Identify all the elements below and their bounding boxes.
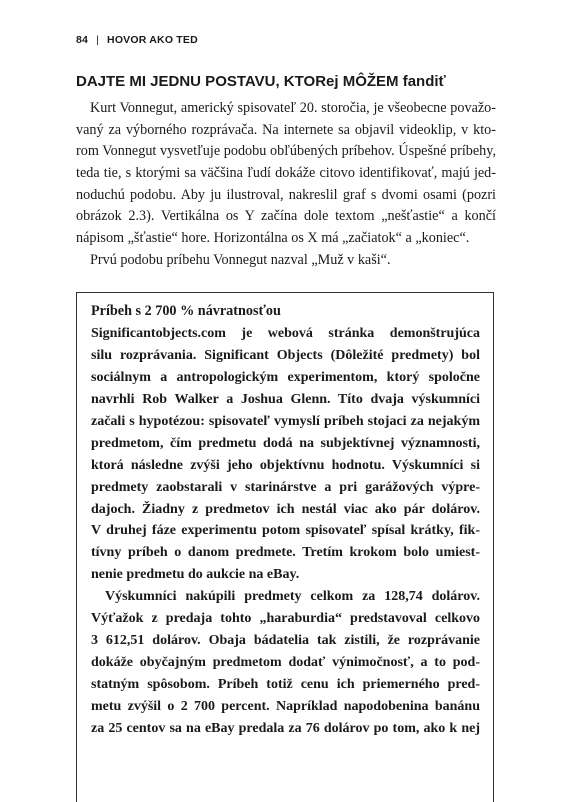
text-line: ktorá následne zvýši jeho objektívnu hodnotu. Výskumníci si: [91, 457, 480, 473]
text-line: za 25 centov sa na eBay predala za 76 dolárov po tom, ako k nej: [91, 720, 480, 736]
text-line: sociálnym a antropologickým experimentom, ktorý spoločne: [91, 369, 480, 385]
box-text: [91, 323, 480, 740]
text-line: rom Vonnegut vysvetľuje podobu obľúbených príbehov. Úspešné príbehy,: [76, 143, 496, 160]
text-line: nenie predmetu do aukcie na eBay.: [91, 567, 300, 583]
chapter-title: HOVOR AKO TED: [107, 34, 198, 46]
section-heading: DAJTE MI JEDNU POSTAVU, KTORej MÔŽEM fandiť: [76, 73, 446, 90]
body-paragraph-2: [76, 250, 496, 272]
box-paragraph-1: [91, 323, 480, 586]
box-paragraph-2: [91, 586, 480, 740]
text-line: tívny príbeh o danom predmete. Tretím krokom bolo umiest-: [91, 545, 480, 561]
text-line: navrhli Rob Walker a Joshua Glenn. Títo dvaja výskumníci: [91, 391, 480, 407]
text-line: dokáže obyčajným predmetom dodať výnimočnosť, a to pod-: [91, 655, 480, 671]
text-line: Výťažok z predaja tohto „haraburdia“ predstavoval celkovo: [91, 611, 480, 627]
box-title: Príbeh s 2 700 % návratnosťou: [91, 303, 281, 319]
text-line: začali s hypotézou: spisovateľ vymyslí príbeh stojaci za nejakým: [91, 413, 480, 429]
text-line: vaný za výborného rozprávača. Na internete sa objavil videoklip, v kto-: [76, 121, 496, 138]
text-line: dajoch. Žiadny z predmetov ich nestál viac ako pár dolárov.: [91, 501, 480, 517]
text-line: silu rozprávania. Significant Objects (Dôležité predmety) bol: [91, 347, 480, 363]
text-line: Výskumníci nakúpili predmety celkom za 128,74 dolárov.: [105, 589, 480, 605]
text-line: predmetom, čím predmetu dodá na subjektívnej významnosti,: [91, 435, 480, 451]
text-line: predmety zaobstarali v starinárstve a pri garážových výpre-: [91, 479, 480, 495]
body-text: [76, 98, 496, 272]
text-line: Prvú podobu príbehu Vonnegut nazval „Muž v kaši“.: [90, 251, 391, 268]
text-line: teda tie, s ktorými sa väčšina ľudí dokáže citovo identifikovať, majú jed-: [76, 165, 496, 182]
text-line: 3 612,51 dolárov. Obaja bádatelia tak zistili, že rozprávanie: [91, 633, 480, 649]
text-line: statným spôsobom. Príbeh totiž cenu ich priemerného pred-: [91, 677, 480, 692]
running-head-separator: |: [96, 34, 100, 46]
text-line: Significantobjects.com je webová stránka demonštrujúca: [91, 326, 480, 341]
page-number: 84: [76, 34, 89, 46]
text-line: noduchú podobu. Aby ju ilustroval, nakreslil graf s dvomi osami (pozri: [76, 186, 496, 203]
text-line: nápisom „šťastie“ hore. Horizontálna os X má „začiatok“ a „koniec“.: [76, 230, 470, 247]
running-head: [76, 34, 198, 46]
text-line: V druhej fáze experimentu potom spisovateľ spísal krátky, fik-: [91, 523, 480, 539]
text-line: obrázok 2.3). Vertikálna os Y začína dole textom „nešťastie“ a končí: [76, 208, 496, 225]
text-line: Kurt Vonnegut, americký spisovateľ 20. storočia, je všeobecne považo-: [90, 100, 496, 116]
text-line: metu zvýšil o 2 700 percent. Napríklad napodobenina banánu: [91, 698, 480, 714]
body-paragraph-1: [76, 98, 496, 250]
